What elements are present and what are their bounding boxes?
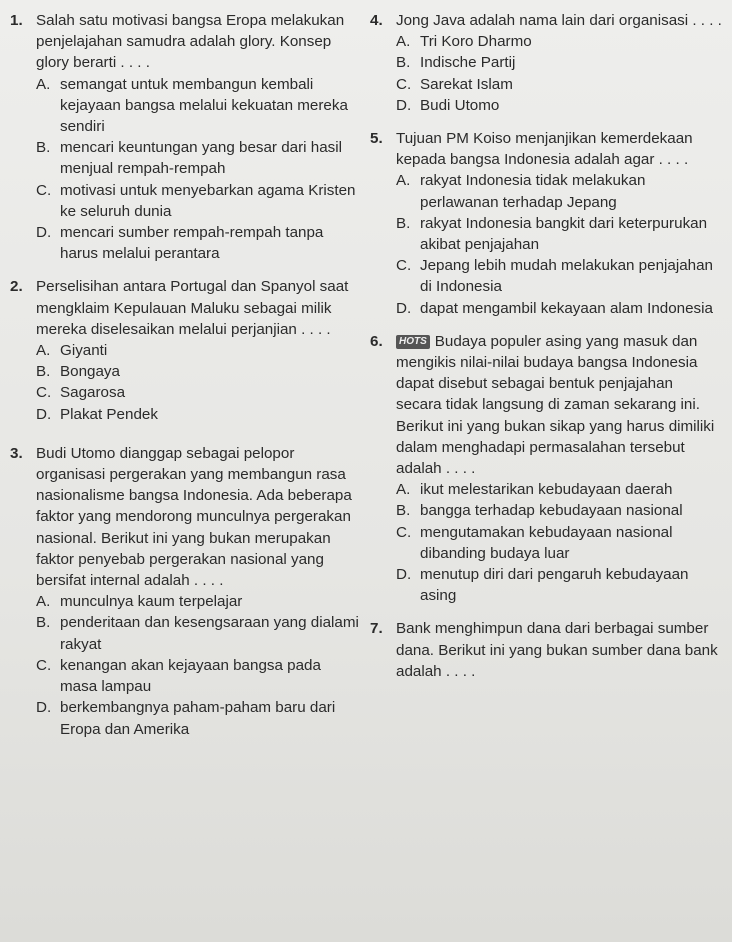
question-text: Budaya populer asing yang masuk dan mengikis nilai-nilai budaya bangsa Indonesia dapat disebut sebagai bentuk penjajahan secara tidak langsung di zaman sekarang ini. Berikut ini yang bukan sikap yang harus dimiliki dalam menghadapi permasalahan tersebut adalah . . . . — [396, 332, 715, 478]
question-number: 5. — [370, 130, 383, 148]
option-d[interactable]: D. menutup diri dari pengaruh kebudayaan asing — [396, 566, 689, 605]
question-number: 7. — [370, 620, 383, 638]
option-a[interactable]: A. munculnya kaum terpelajar — [36, 593, 243, 611]
option-c[interactable]: C. Sarekat Islam — [396, 75, 513, 93]
option-d[interactable]: D. mencari sumber rempah-rempah tanpa harus melalui perantara — [36, 224, 324, 263]
option-a[interactable]: A. rakyat Indonesia tidak melakukan perlawanan terhadap Jepang — [396, 172, 646, 211]
question-number: 2. — [10, 278, 23, 296]
option-b[interactable]: B. mencari keuntungan yang besar dari hasil menjual rempah-rempah — [36, 139, 342, 178]
option-d[interactable]: D. dapat mengambil kekayaan alam Indonesia — [396, 299, 713, 317]
option-b[interactable]: B. Bongaya — [36, 363, 120, 381]
option-b[interactable]: B. rakyat Indonesia bangkit dari keterpurukan akibat penjajahan — [396, 214, 708, 254]
option-b[interactable]: B. Indische Partij — [396, 54, 516, 72]
question-text: Budi Utomo dianggap sebagai pelopor organisasi pergerakan yang membangun rasa nasionalisme bangsa Indonesia. Ada beberapa faktor yang mendorong munculnya pergerakan nasional. Berikut ini yang bukan merupakan faktor penyebab pergerakan nasional yang bersifat internal adalah . . . . — [36, 444, 352, 590]
option-a[interactable]: A. Tri Koro Dharmo — [396, 33, 532, 51]
question-2 — [10, 276, 360, 424]
question-text: Salah satu motivasi bangsa Eropa melakukan penjelajahan samudra adalah glory. Konsep glory berarti . . . . — [36, 12, 345, 72]
option-d[interactable]: D. berkembangnya paham-paham baru dari Eropa dan Amerika — [36, 699, 336, 738]
option-d[interactable]: D. Plakat Pendek — [36, 405, 158, 423]
option-b[interactable]: B. penderitaan dan kesengsaraan yang dialami rakyat — [36, 614, 359, 653]
question-text: Tujuan PM Koiso menjanjikan kemerdekaan kepada bangsa Indonesia adalah agar . . . . — [396, 130, 693, 169]
question-number: 3. — [10, 444, 23, 462]
question-4 — [370, 10, 722, 116]
question-number: 6. — [370, 332, 383, 350]
question-6 — [370, 331, 722, 607]
question-text: Perselisihan antara Portugal dan Spanyol saat mengklaim Kepulauan Maluku sebagai milik mereka diselesaikan melalui perjanjian . . . . — [36, 278, 349, 338]
question-number: 4. — [370, 12, 383, 29]
question-text: Bank menghimpun dana dari berbagai sumber dana. Berikut ini yang bukan sumber dana bank adalah . . . . — [396, 620, 718, 680]
option-c[interactable]: C. Sagarosa — [36, 384, 126, 402]
option-c[interactable]: C. mengutamakan kebudayaan nasional dibanding budaya luar — [396, 523, 673, 562]
option-a[interactable]: A. Giyanti — [36, 342, 108, 360]
option-c[interactable]: C. kenangan akan kejayaan bangsa pada masa lampau — [36, 656, 321, 696]
option-a[interactable]: A. ikut melestarikan kebudayaan daerah — [396, 481, 673, 499]
option-c[interactable]: C. Jepang lebih mudah melakukan penjajahan di Indonesia — [396, 257, 713, 296]
question-5 — [370, 128, 722, 319]
hots-badge: HOTS — [396, 335, 430, 349]
question-3 — [10, 443, 360, 740]
option-c[interactable]: C. motivasi untuk menyebarkan agama Kristen ke seluruh dunia — [36, 181, 356, 220]
question-number: 1. — [10, 12, 23, 29]
question-7 — [370, 618, 722, 682]
option-b[interactable]: B. bangga terhadap kebudayaan nasional — [396, 502, 683, 520]
question-text: Jong Java adalah nama lain dari organisasi . . . . — [396, 12, 722, 29]
right-column — [370, 10, 722, 682]
option-d[interactable]: D. Budi Utomo — [396, 96, 500, 114]
left-column — [10, 10, 360, 740]
question-1 — [10, 10, 360, 264]
option-a[interactable]: A. semangat untuk membangun kembali kejayaan bangsa melalui kekuatan mereka sendiri — [36, 75, 348, 136]
